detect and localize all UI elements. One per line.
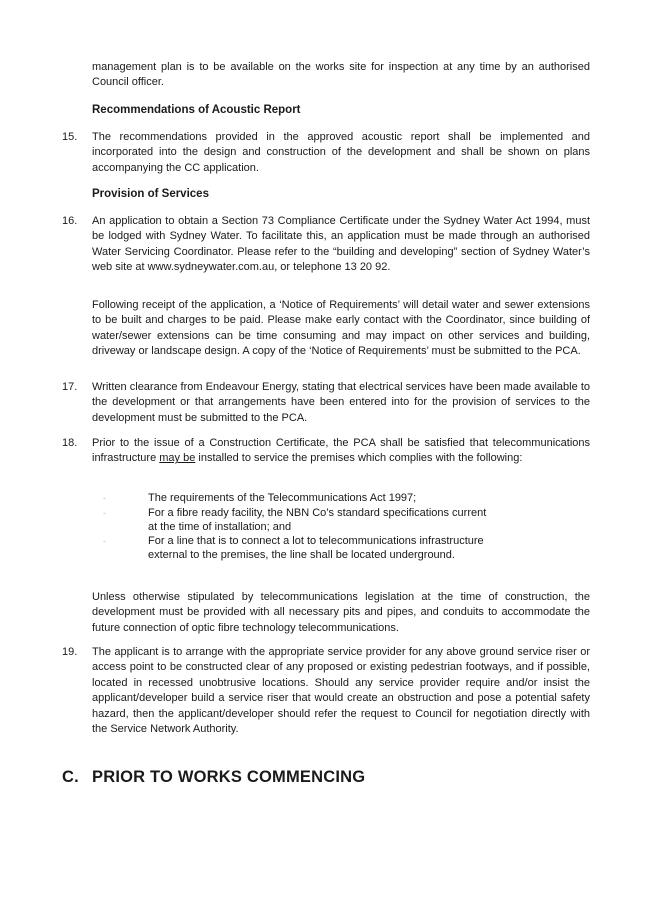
condition-18-after-text: Unless otherwise stipulated by telecommunications legislation at the time of construction, the development must be provided with all necessary pits and pipes, and conduits to accommodate the future connection of optic fibre technology telecommunications. bbox=[92, 591, 590, 634]
section-letter: C. bbox=[62, 768, 79, 786]
intro-paragraph: management plan is to be available on the works site for inspection at any time by an authorised Council officer. bbox=[92, 61, 590, 89]
underlined-phrase: may be bbox=[159, 452, 196, 465]
bullet-dash-icon: - bbox=[103, 536, 106, 546]
condition-18-text: Prior to the issue of a Construction Certificate, the PCA shall be satisfied that telecommunications infrastructure may be installed to service the premises which complies with the following: bbox=[92, 437, 590, 465]
condition-15-number: 15. bbox=[62, 131, 78, 143]
heading-provision-of-services: Provision of Services bbox=[92, 188, 209, 200]
condition-17-text: Written clearance from Endeavour Energy, stating that electrical services have been made available to the development or that arrangements have been entered into for the provision of services to the development must be submitted to the PCA. bbox=[92, 381, 590, 424]
document-page: management plan is to be available on the works site for inspection at any time by an authorised Council officer. Recommendations of Acoustic Report 15. The recommendations provided in the approved acoustic report shall be implemented and incorporated into the design and construction of the development and shall be shown on plans accompanying the CC application. Provision of Services 16. An application to obtain a Section 73 Compliance Certificate under the Sydney Water Act 1994, must be lodged with Sydney Water. To facilitate this, an application must be made through an authorised Water Servicing Coordinator. Please refer to the “building and developing” section of Sydney Water’s web site at www.sydneywater.com.au, or telephone 13 20 92. Following receipt of the application, a ‘Notice of Requirements’ will detail water and sewer extensions to be built and charges to be paid. Please make early contact with the Coordinator, since building of water/sewer extensions can be time consuming and may impact on other services and building, driveway or landscape design. A copy of the ‘Notice of Requirements’ must be submitted to the PCA. 17. Written clearance from Endeavour Energy, stating that electrical services have been made available to the development or that arrangements have been entered into for the provision of services to the development must be submitted to the PCA. 18. Prior to the issue of a Construction Certificate, the PCA shall be satisfied that telecommunications infrastructure may be installed to service the premises which complies with the following: - The requirements of the Telecommunications Act 1997; - For a fibre ready facility, the NBN Co’s standard specifications current at the time of installation; and - For a line that is to connect a lot to telecommunications infrastructure external to the premises, the line shall be located underground. Unless otherwise stipulated by telecommunications legislation at the time of construction, the development must be provided with all necessary pits and pipes, and conduits to accommodate the future connection of optic fibre technology telecommunications. 19. The applicant is to arrange with the appropriate service provider for any above ground service riser or access point to be constructed clear of any proposed or existing pedestrian footways, and if possible, located in recessed unobtrusive locations. Should any service provider require and/or insist the applicant/developer build a service riser that would create an obstruction and pose a potential safety hazard, then the applicant/developer should refer the request to Council for negotiation directly with the Service Network Authority. C. PRIOR TO WORKS COMMENCING bbox=[62, 61, 590, 786]
condition-18-number: 18. bbox=[62, 437, 78, 449]
section-title: PRIOR TO WORKS COMMENCING bbox=[92, 768, 366, 786]
section-heading-c bbox=[62, 768, 365, 787]
condition-16-followup: Following receipt of the application, a ‘Notice of Requirements’ will detail water and sewer extensions to be built and charges to be paid. Please make early contact with the Coordinator, since building of water/sewer extensions can be time consuming and may impact on other services and building, driveway or landscape design. A copy of the ‘Notice of Requirements’ must be submitted to the PCA. bbox=[92, 299, 590, 358]
condition-16-number: 16. bbox=[62, 215, 78, 227]
bullet-dash-icon: - bbox=[103, 508, 106, 518]
condition-19-number: 19. bbox=[62, 646, 78, 658]
heading-acoustic-report: Recommendations of Acoustic Report bbox=[92, 104, 301, 116]
bullet-dash-icon: - bbox=[103, 493, 106, 503]
condition-16-text: An application to obtain a Section 73 Compliance Certificate under the Sydney Water Act 1994, must be lodged with Sydney Water. To facilitate this, an application must be made through an authorised Water Servicing Coordinator. Please refer to the “building and developing” section of Sydney Water’s web site at www.sydneywater.com.au, or telephone 13 20 92. bbox=[92, 215, 590, 274]
condition-15-text: The recommendations provided in the approved acoustic report shall be implemented and incorporated into the design and construction of the development and shall be shown on plans accompanying the CC application. bbox=[92, 131, 590, 174]
condition-17-number: 17. bbox=[62, 381, 78, 393]
condition-19-text: The applicant is to arrange with the appropriate service provider for any above ground service riser or access point to be constructed clear of any proposed or existing pedestrian footways, and if possible, located in recessed unobtrusive locations. Should any service provider require and/or insist the applicant/developer build a service riser that would create an obstruction and pose a potential safety hazard, then the applicant/developer should refer the request to Council for negotiation directly with the Service Network Authority. bbox=[92, 646, 590, 736]
